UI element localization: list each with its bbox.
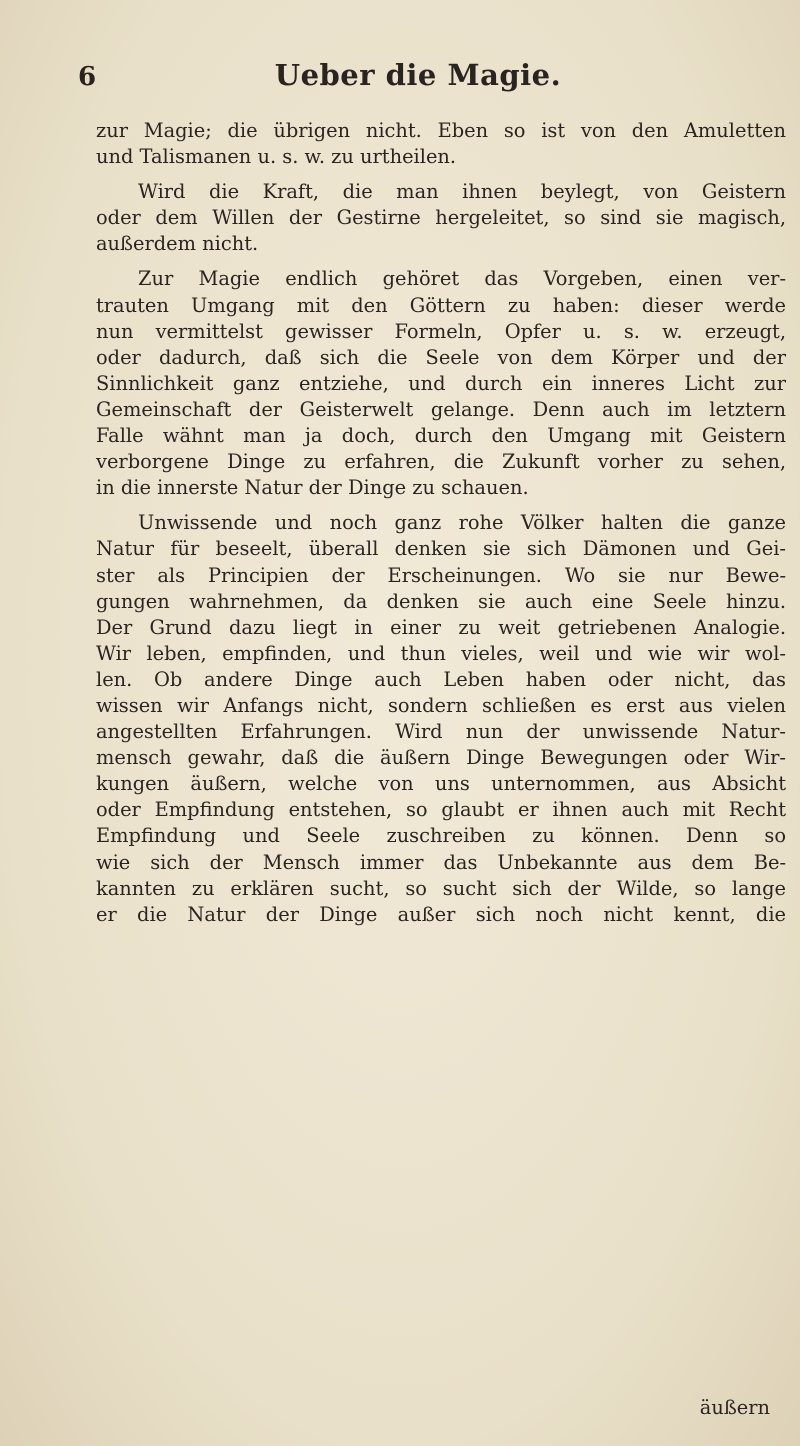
page-header — [68, 58, 768, 98]
text-line: trauten Umgang mit den Göttern zu haben: dieser werde — [96, 293, 786, 317]
text-line: oder dem Willen der Gestirne hergeleitet, so sind sie magisch, — [96, 206, 786, 230]
page-number: 6 — [78, 62, 97, 92]
text-line: Der Grund dazu liegt in einer zu weit getriebenen Analogie. — [96, 615, 786, 639]
text-line: und Talismanen u. s. w. zu urtheilen. — [96, 145, 457, 169]
text-line: kungen äußern, welche von uns unternommen, aus Absicht — [96, 772, 786, 796]
text-line: kannten zu erklären sucht, so sucht sich der Wilde, so lange — [96, 876, 786, 900]
text-line: Sinnlichkeit ganz entziehe, und durch ein inneres Licht zur — [96, 371, 786, 395]
text-line: er die Natur der Dinge außer sich noch nicht kennt, die — [96, 902, 786, 926]
text-line: oder dadurch, daß sich die Seele von dem Körper und der — [96, 345, 786, 369]
text-line: wissen wir Anfangs nicht, sondern schließen es erst aus vielen — [96, 693, 786, 717]
text-line: zur Magie; die übrigen nicht. Eben so ist von den Amuletten — [96, 119, 786, 142]
text-line: Wird die Kraft, die man ihnen beylegt, von Geistern — [138, 180, 786, 204]
body-text — [96, 118, 786, 928]
text-line: Empfindung und Seele zuschreiben zu können. Denn so — [96, 824, 786, 848]
text-line: Falle wähnt man ja doch, durch den Umgang mit Geistern — [96, 424, 786, 448]
text-line: len. Ob andere Dinge auch Leben haben oder nicht, das — [96, 667, 786, 691]
text-line: ster als Principien der Erscheinungen. Wo sie nur Bewe- — [96, 563, 786, 587]
text-line: gungen wahrnehmen, da denken sie auch eine Seele hinzu. — [96, 589, 786, 613]
text-line: oder Empfindung entstehen, so glaubt er ihnen auch mit Recht — [96, 798, 786, 822]
text-line: Wir leben, empfinden, und thun vieles, weil und wie wir wol- — [96, 641, 786, 665]
text-line: Unwissende und noch ganz rohe Völker halten die ganze — [138, 511, 786, 535]
running-title: Ueber die Magie. — [274, 58, 562, 92]
text-line: mensch gewahr, daß die äußern Dinge Bewegungen oder Wir- — [96, 746, 786, 770]
text-line: nun vermittelst gewisser Formeln, Opfer u. s. w. erzeugt, — [96, 319, 786, 343]
text-line: in die innerste Natur der Dinge zu schauen. — [96, 476, 529, 500]
text-line: Natur für beseelt, überall denken sie sich Dämonen und Gei- — [96, 537, 786, 561]
text-line: angestellten Erfahrungen. Wird nun der unwissende Natur- — [96, 720, 786, 744]
text-line: wie sich der Mensch immer das Unbekannte aus dem Be- — [96, 850, 786, 874]
text-line: Zur Magie endlich gehöret das Vorgeben, einen ver- — [138, 267, 786, 291]
text-line: Gemeinschaft der Geisterwelt gelange. Denn auch im letztern — [96, 397, 786, 421]
catchword: äußern — [699, 1396, 770, 1419]
text-line: verborgene Dinge zu erfahren, die Zukunft vorher zu sehen, — [96, 450, 786, 474]
text-line: außerdem nicht. — [96, 232, 259, 256]
